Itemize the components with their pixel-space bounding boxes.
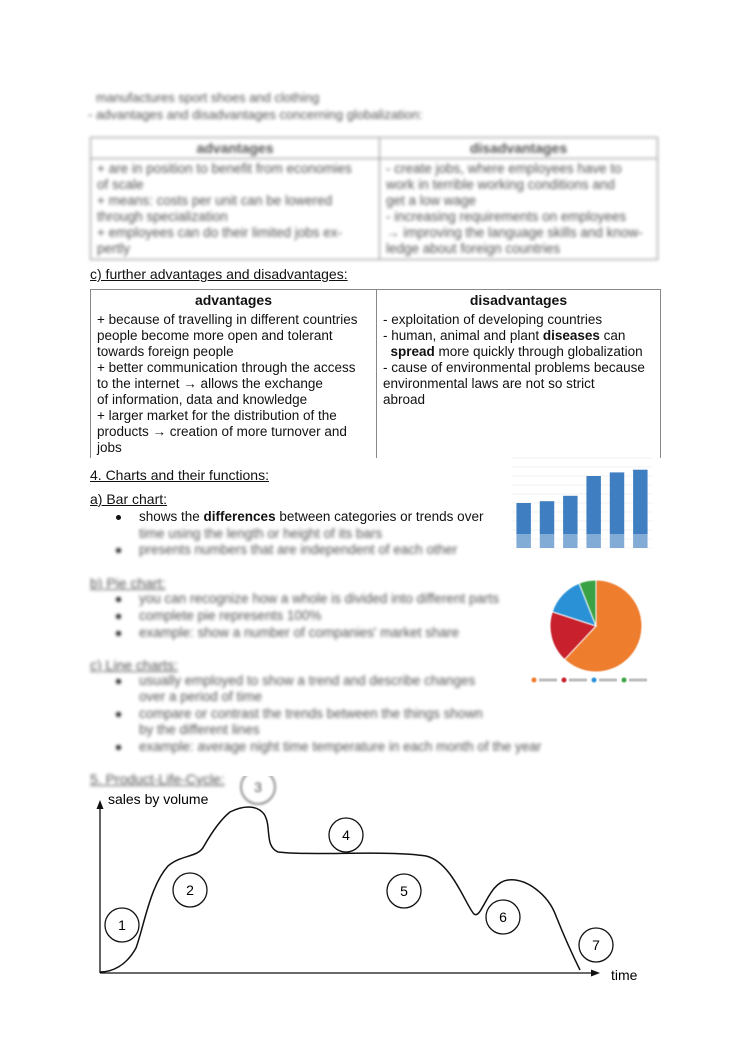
bullet-icon — [116, 745, 121, 750]
list-item: get a low wage — [386, 193, 477, 208]
y-axis-arrow-icon — [97, 800, 104, 809]
list-item: - create jobs, where employees have to — [386, 161, 622, 176]
list-item: ledge about foreign countries — [386, 241, 561, 256]
stage-label: 3 — [254, 779, 262, 795]
list-item: work in terrible working conditions and — [386, 177, 615, 192]
line-bullet-1-cont: over a period of time — [139, 689, 263, 704]
bullet-icon — [116, 712, 121, 717]
list-item: + are in position to benefit from economies — [97, 161, 352, 176]
globalization-table — [90, 137, 658, 260]
stage-3-marker — [241, 776, 275, 804]
list-item: jobs — [97, 440, 122, 455]
line-bullet-1 — [116, 673, 475, 689]
list-item: through specialization — [97, 209, 228, 224]
text-fragment: - human, animal and plant — [383, 328, 543, 343]
list-item: + means: costs per unit can be lowered — [97, 193, 333, 208]
life-cycle-curve — [100, 807, 580, 972]
stage-label: 5 — [400, 883, 408, 899]
stage-1-marker — [105, 908, 139, 942]
bar-chart-fade — [512, 534, 652, 562]
pie-bullet-1 — [116, 591, 499, 607]
table-header-advantages: advantages — [91, 138, 380, 159]
list-item: + larger market for the distribution of the — [97, 408, 337, 423]
section-c-heading: c) further advantages and disadvantages: — [90, 266, 348, 282]
table-cell-advantages — [91, 159, 380, 260]
list-item: pertly — [97, 241, 131, 256]
legend-label-placeholder — [629, 679, 647, 682]
list-item: abroad — [383, 392, 426, 407]
text-fragment: presents numbers that are independent of each other — [139, 542, 458, 557]
pie-bullet-3 — [116, 625, 459, 641]
list-item: towards foreign people — [97, 344, 234, 359]
text-fragment: example: average night time temperature in each month of the year — [139, 739, 542, 754]
table-header-advantages: advantages — [91, 290, 377, 311]
text-fragment: can — [599, 328, 626, 343]
line-bullet-2 — [116, 706, 483, 722]
stage-5-marker — [387, 874, 421, 908]
pie-chart — [522, 570, 672, 690]
list-item: + because of travelling in different countries — [97, 312, 358, 327]
bullet-icon — [116, 597, 121, 602]
list-item: to the internet → allows the exchange — [97, 376, 323, 391]
section-4-heading: 4. Charts and their functions: — [90, 467, 269, 483]
list-item: environmental laws are not so strict — [383, 376, 595, 391]
line-bullet-3 — [116, 739, 541, 755]
stage-label: 4 — [342, 827, 350, 843]
stage-6-marker — [486, 900, 520, 934]
stage-label: 6 — [499, 909, 507, 925]
legend-label-placeholder — [539, 679, 557, 682]
section-5-heading: 5. Product-Life-Cycle: — [90, 771, 225, 787]
table-cell-disadvantages — [380, 159, 658, 260]
x-axis-arrow-icon — [591, 970, 600, 977]
bar-bullet-2 — [116, 542, 457, 558]
list-item: + employees can do their limited jobs ex- — [97, 225, 342, 240]
stage-label: 7 — [592, 937, 600, 953]
product-life-cycle-diagram — [80, 776, 660, 991]
further-advantages-table — [90, 289, 661, 458]
stage-2-marker — [173, 873, 207, 907]
text-fragment: shows the — [139, 509, 204, 524]
bar-chart — [498, 452, 658, 564]
legend-swatch — [592, 678, 597, 683]
list-item: - increasing requirements on employees — [386, 209, 627, 224]
bold-term: spread — [390, 344, 435, 359]
legend-swatch — [622, 678, 627, 683]
list-item: - exploitation of developing countries — [383, 312, 603, 327]
bold-term: diseases — [542, 328, 600, 343]
text-fragment: complete pie represents 100% — [139, 608, 322, 623]
legend-swatch — [562, 678, 567, 683]
table-header-disadvantages: disadvantages — [377, 290, 661, 311]
bar-bullet-1 — [116, 509, 483, 525]
intro-line-1: manufactures sport shoes and clothing — [96, 90, 320, 105]
list-item — [383, 344, 654, 360]
bullet-icon — [116, 631, 121, 636]
list-item: → improving the language skills and know- — [386, 225, 643, 240]
list-item: - cause of environmental problems because — [383, 360, 645, 375]
intro-line-2: - advantages and disadvantages concerning globalization: — [88, 107, 423, 122]
stage-7-marker — [579, 928, 613, 962]
text-fragment: more quickly through globalization — [434, 344, 643, 359]
bullet-icon — [116, 515, 121, 520]
table-cell-advantages — [91, 310, 377, 458]
table-cell-disadvantages — [377, 310, 661, 458]
stage-label: 2 — [186, 882, 194, 898]
line-bullet-2-cont: by the different lines — [139, 722, 260, 737]
pie-chart-legend — [532, 678, 648, 683]
stage-label: 1 — [118, 917, 126, 933]
y-axis-label: sales by volume — [108, 791, 209, 807]
bullet-icon — [116, 614, 121, 619]
pie-chart-slices — [550, 580, 642, 672]
legend-label-placeholder — [569, 679, 587, 682]
list-item: of scale — [97, 177, 144, 192]
list-item: people become more open and tolerant — [97, 328, 333, 343]
list-item: + better communication through the access — [97, 360, 356, 375]
text-fragment: between categories or trends over — [275, 509, 484, 524]
pie-bullet-2 — [116, 608, 321, 624]
list-item: of information, data and knowledge — [97, 392, 308, 407]
pie-chart-heading: b) Pie chart: — [90, 575, 166, 591]
legend-swatch — [532, 678, 537, 683]
bold-term: differences — [203, 509, 276, 524]
bullet-icon — [116, 548, 121, 553]
table-header-disadvantages: disadvantages — [380, 138, 658, 159]
text-fragment: compare or contrast the trends between the things shown — [139, 706, 483, 721]
line-chart-heading: c) Line charts: — [90, 657, 178, 673]
list-item: products → creation of more turnover and — [97, 424, 347, 439]
bar-chart-heading: a) Bar chart: — [90, 491, 168, 507]
bullet-icon — [116, 679, 121, 684]
stage-4-marker — [329, 818, 363, 852]
legend-label-placeholder — [599, 679, 617, 682]
x-axis-label: time — [611, 967, 638, 983]
list-item — [383, 328, 654, 344]
bar-bullet-1-cont: time using the length or height of its bars — [139, 526, 383, 541]
text-fragment: usually employed to show a trend and describe changes — [139, 673, 476, 688]
text-fragment: you can recognize how a whole is divided into different parts — [139, 591, 499, 606]
text-fragment: example: show a number of companies' market share — [139, 625, 459, 640]
